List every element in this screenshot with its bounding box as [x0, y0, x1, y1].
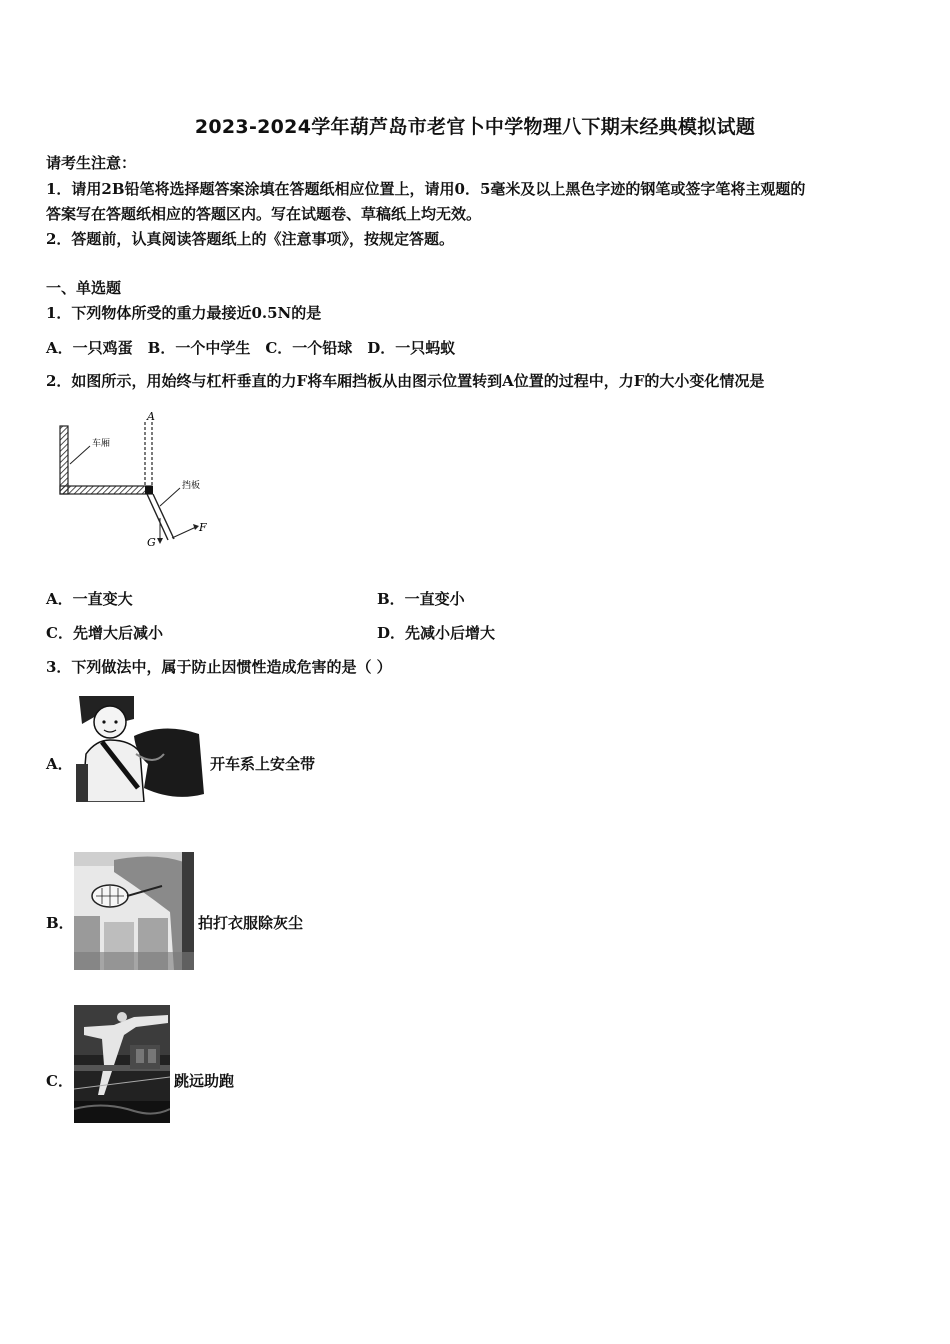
- question-2-stem: 2．如图所示，用始终与杠杆垂直的力F将车厢挡板从由图示位置转到A位置的过程中，力F的大小变化情况是: [46, 372, 765, 390]
- question-3-option-b-letter[interactable]: B．: [46, 914, 74, 932]
- label-box: 车厢: [92, 439, 111, 449]
- question-3-option-a-caption: 开车系上安全带: [210, 755, 316, 773]
- board-line-1: [147, 494, 168, 540]
- truck-floor: [60, 486, 152, 494]
- question-1-options: A．一只鸡蛋 B．一个中学生 C．一个铅球 D．一只蚂蚁: [46, 339, 456, 357]
- dust-beating-photo: [74, 852, 194, 970]
- gravity-arrow-head: [157, 538, 163, 544]
- board-leader: [160, 488, 180, 506]
- question-1-stem: 1．下列物体所受的重力最接近0.5N的是: [46, 304, 322, 322]
- question-3-option-b-caption: 拍打衣服除灰尘: [198, 914, 304, 932]
- section-heading: 一、单选题: [46, 279, 122, 297]
- notice-item-2: 2．答题前，认真阅读答题纸上的《注意事项》，按规定答题。: [46, 230, 454, 248]
- label-g: G: [147, 536, 156, 549]
- truck-wall: [60, 426, 68, 494]
- question-3-option-a-letter[interactable]: A．: [46, 755, 73, 773]
- question-2-option-c[interactable]: C．先增大后减小: [46, 624, 163, 642]
- seatbelt-photo: [74, 694, 206, 802]
- pivot: [145, 486, 153, 494]
- notice-heading: 请考生注意：: [46, 154, 137, 172]
- force-arrow: [172, 527, 196, 538]
- notice-item-1-line-1: 1．请用2B铅笔将选择题答案涂填在答题纸相应位置上，请用0．5毫米及以上黑色字迹的钢笔或签字笔将主观题的: [46, 180, 806, 198]
- question-2-option-b[interactable]: B．一直变小: [377, 590, 465, 608]
- board-line-2: [153, 494, 174, 539]
- label-board: 挡板: [182, 481, 201, 491]
- question-3-stem: 3．下列做法中，属于防止因惯性造成危害的是（ ）: [46, 658, 392, 676]
- label-a: A: [147, 410, 155, 423]
- question-3-option-c-letter[interactable]: C．: [46, 1072, 73, 1090]
- label-f: F: [199, 521, 207, 534]
- lever-diagram: [52, 408, 222, 553]
- box-leader: [70, 446, 90, 464]
- question-3-option-c-caption: 跳远助跑: [174, 1072, 235, 1090]
- notice-item-1-line-2: 答案写在答题纸相应的答题区内。写在试题卷、草稿纸上均无效。: [46, 205, 482, 223]
- page-title: 2023-2024学年葫芦岛市老官卜中学物理八下期末经典模拟试题: [194, 116, 756, 138]
- question-2-option-a[interactable]: A．一直变大: [46, 590, 133, 608]
- long-jump-photo: [74, 1005, 170, 1123]
- question-2-option-d[interactable]: D．先减小后增大: [377, 624, 496, 642]
